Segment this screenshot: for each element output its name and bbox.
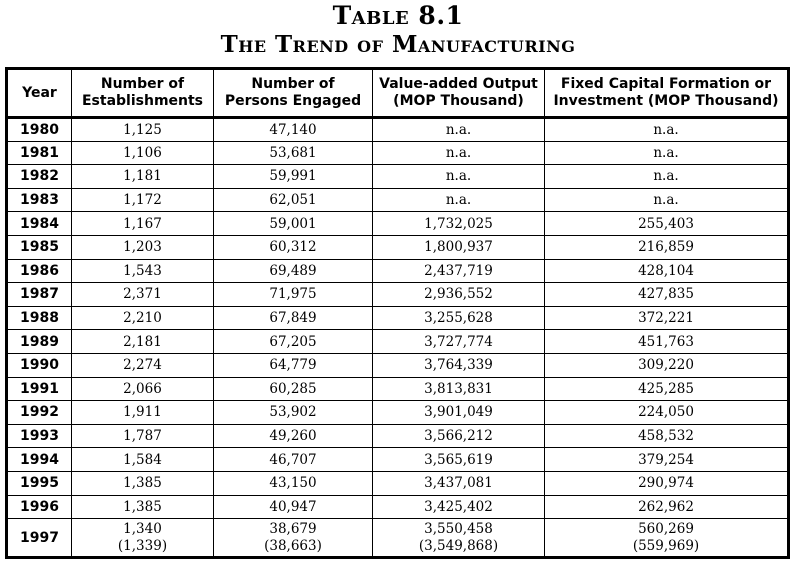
cell-fixed-capital: 427,835: [545, 283, 789, 307]
cell-fixed-capital: 428,104: [545, 259, 789, 283]
table-row: [7, 118, 789, 142]
cell-establishments: 2,181: [72, 330, 214, 354]
cell-persons: 71,975: [214, 283, 373, 307]
header-year: Year: [7, 69, 72, 118]
table-row: [7, 424, 789, 448]
cell-establishments: [72, 519, 214, 558]
cell-establishments-value: 1,340: [123, 520, 162, 537]
cell-year: 1985: [7, 235, 72, 259]
header-establishments-line2: Establishments: [81, 93, 204, 109]
cell-establishments: 1,385: [72, 471, 214, 495]
cell-year: 1981: [7, 141, 72, 165]
cell-value-added: 1,800,937: [373, 235, 545, 259]
cell-establishments-alt: (1,339): [117, 537, 168, 554]
cell-persons: 67,205: [214, 330, 373, 354]
table-title: The Trend of Manufacturing: [220, 31, 576, 58]
cell-year: 1996: [7, 495, 72, 519]
cell-value-added: 3,437,081: [373, 471, 545, 495]
manufacturing-trend-table: [5, 67, 790, 559]
table-row: [7, 330, 789, 354]
cell-year: 1988: [7, 306, 72, 330]
table-row: [7, 235, 789, 259]
cell-establishments: 1,106: [72, 141, 214, 165]
cell-fixed-capital: [545, 519, 789, 558]
cell-persons: 53,681: [214, 141, 373, 165]
cell-establishments: 2,274: [72, 353, 214, 377]
cell-year: 1990: [7, 353, 72, 377]
cell-persons: 64,779: [214, 353, 373, 377]
table-row: [7, 165, 789, 189]
cell-fixed-capital: 372,221: [545, 306, 789, 330]
header-establishments-line1: Number of: [100, 76, 185, 92]
cell-fixed-capital: 451,763: [545, 330, 789, 354]
cell-value-added: 1,732,025: [373, 212, 545, 236]
cell-year: 1983: [7, 188, 72, 212]
header-persons-line2: Persons Engaged: [224, 93, 362, 109]
cell-persons: 62,051: [214, 188, 373, 212]
cell-persons-value: 38,679: [269, 520, 317, 537]
cell-establishments: 1,181: [72, 165, 214, 189]
cell-persons: 49,260: [214, 424, 373, 448]
table-row: [7, 471, 789, 495]
cell-establishments: 1,167: [72, 212, 214, 236]
cell-year: 1986: [7, 259, 72, 283]
table-row-1997: [7, 519, 789, 558]
cell-persons: 46,707: [214, 448, 373, 472]
table-row: [7, 188, 789, 212]
cell-value-added: 3,901,049: [373, 401, 545, 425]
table-number-title: Table 8.1: [332, 1, 464, 30]
cell-establishments: 1,172: [72, 188, 214, 212]
table-row: [7, 353, 789, 377]
cell-persons-alt: (38,663): [264, 537, 322, 554]
cell-fixed-capital: n.a.: [545, 141, 789, 165]
cell-value-added: n.a.: [373, 118, 545, 142]
cell-year: 1995: [7, 471, 72, 495]
cell-persons: 67,849: [214, 306, 373, 330]
cell-value-added: n.a.: [373, 188, 545, 212]
cell-year: 1980: [7, 118, 72, 142]
cell-persons: 40,947: [214, 495, 373, 519]
table-row: [7, 212, 789, 236]
cell-year: 1997: [7, 519, 72, 558]
table-row: [7, 283, 789, 307]
table-header-row: [7, 69, 789, 118]
cell-fixed-capital: n.a.: [545, 165, 789, 189]
cell-year: 1982: [7, 165, 72, 189]
cell-establishments: 1,911: [72, 401, 214, 425]
cell-value-added: 3,813,831: [373, 377, 545, 401]
cell-value-added: 2,437,719: [373, 259, 545, 283]
cell-persons: 60,312: [214, 235, 373, 259]
header-fixed-capital-line2: Investment (MOP Thousand): [553, 93, 779, 109]
header-persons-line1: Number of: [251, 76, 335, 92]
cell-fixed-capital: 290,974: [545, 471, 789, 495]
cell-establishments: 1,125: [72, 118, 214, 142]
table-row: [7, 306, 789, 330]
table-row: [7, 401, 789, 425]
cell-fixed-capital: n.a.: [545, 118, 789, 142]
cell-fixed-capital: 458,532: [545, 424, 789, 448]
cell-value-added: 3,566,212: [373, 424, 545, 448]
cell-fixed-capital: 255,403: [545, 212, 789, 236]
cell-persons: 43,150: [214, 471, 373, 495]
cell-year: 1992: [7, 401, 72, 425]
cell-value-added: 3,764,339: [373, 353, 545, 377]
cell-persons: 59,991: [214, 165, 373, 189]
cell-establishments: 1,385: [72, 495, 214, 519]
header-value-added: [373, 69, 545, 118]
cell-fixed-capital-value: 560,269: [638, 520, 694, 537]
cell-value-added: [373, 519, 545, 558]
cell-fixed-capital: 379,254: [545, 448, 789, 472]
cell-establishments: 1,584: [72, 448, 214, 472]
table-row: [7, 377, 789, 401]
cell-establishments: 1,543: [72, 259, 214, 283]
cell-year: 1991: [7, 377, 72, 401]
cell-establishments: 1,787: [72, 424, 214, 448]
cell-value-added: 3,565,619: [373, 448, 545, 472]
cell-persons: 59,001: [214, 212, 373, 236]
cell-year: 1994: [7, 448, 72, 472]
cell-value-added-alt: (3,549,868): [418, 537, 499, 554]
cell-persons: 53,902: [214, 401, 373, 425]
header-establishments: [72, 69, 214, 118]
cell-establishments: 2,066: [72, 377, 214, 401]
table-row: [7, 141, 789, 165]
cell-fixed-capital: n.a.: [545, 188, 789, 212]
cell-value-added: 3,255,628: [373, 306, 545, 330]
cell-persons: 47,140: [214, 118, 373, 142]
cell-fixed-capital: 425,285: [545, 377, 789, 401]
cell-value-added: 3,425,402: [373, 495, 545, 519]
cell-fixed-capital-alt: (559,969): [632, 537, 700, 554]
cell-year: 1987: [7, 283, 72, 307]
cell-establishments: 2,371: [72, 283, 214, 307]
cell-value-added: 2,936,552: [373, 283, 545, 307]
cell-fixed-capital: 216,859: [545, 235, 789, 259]
header-value-added-line2: (MOP Thousand): [393, 93, 524, 109]
cell-value-added: n.a.: [373, 165, 545, 189]
header-persons: [214, 69, 373, 118]
cell-persons: 60,285: [214, 377, 373, 401]
cell-value-added: 3,727,774: [373, 330, 545, 354]
cell-year: 1989: [7, 330, 72, 354]
cell-fixed-capital: 224,050: [545, 401, 789, 425]
header-fixed-capital-line1: Fixed Capital Formation or: [560, 76, 772, 92]
cell-fixed-capital: 309,220: [545, 353, 789, 377]
cell-value-added-value: 3,550,458: [424, 520, 493, 537]
table-row: [7, 259, 789, 283]
cell-value-added: n.a.: [373, 141, 545, 165]
cell-persons: 69,489: [214, 259, 373, 283]
cell-establishments: 2,210: [72, 306, 214, 330]
header-value-added-line1: Value-added Output: [379, 76, 538, 92]
cell-year: 1984: [7, 212, 72, 236]
cell-year: 1993: [7, 424, 72, 448]
table-row: [7, 448, 789, 472]
cell-persons: [214, 519, 373, 558]
header-fixed-capital: [545, 69, 789, 118]
table-row: [7, 495, 789, 519]
cell-fixed-capital: 262,962: [545, 495, 789, 519]
cell-establishments: 1,203: [72, 235, 214, 259]
